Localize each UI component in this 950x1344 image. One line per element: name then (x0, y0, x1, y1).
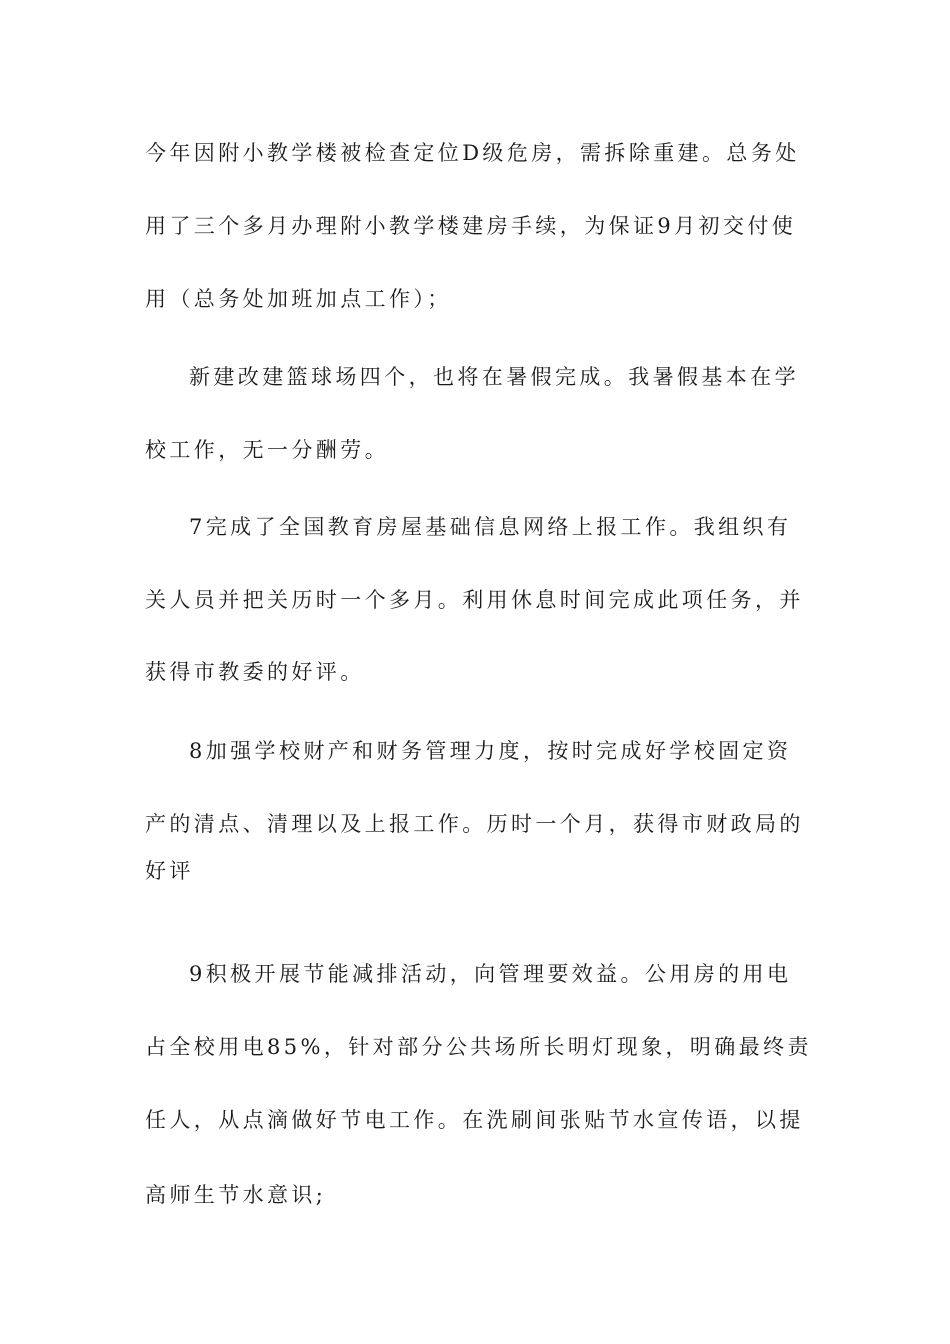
text-line-2: 用了三个多月办理附小教学楼建房手续，为保证9月初交付使 (145, 214, 797, 238)
text-line-10: 产的清点、清理以及上报工作。历时一个月，获得市财政局的 (145, 812, 804, 836)
text-line-1: 今年因附小教学楼被检查定位D级危房，需拆除重建。总务处 (145, 141, 800, 165)
text-line-7: 关人员并把关历时一个多月。利用休息时间完成此项任务，并 (145, 588, 804, 612)
text-line-11: 好评 (145, 859, 194, 883)
text-line-3: 用（总务处加班加点工作）； (145, 287, 452, 311)
text-line-9: 8加强学校财产和财务管理力度，按时完成好学校固定资 (189, 739, 792, 763)
text-line-8: 获得市教委的好评。 (145, 660, 365, 684)
text-line-12: 9积极开展节能减排活动，向管理要效益。公用房的用电 (189, 962, 792, 986)
text-line-14: 任人，从点滴做好节电工作。在洗刷间张贴节水宣传语，以提 (145, 1108, 804, 1132)
text-line-15: 高师生节水意识; (145, 1183, 327, 1207)
text-line-6: 7完成了全国教育房屋基础信息网络上报工作。我组织有 (189, 515, 792, 539)
text-line-5: 校工作，无一分酬劳。 (145, 438, 389, 462)
text-line-13: 占全校用电85%，针对部分公共场所长明灯现象，明确最终责 (145, 1035, 812, 1059)
text-line-4: 新建改建篮球场四个，也将在暑假完成。我暑假基本在学 (189, 365, 799, 389)
